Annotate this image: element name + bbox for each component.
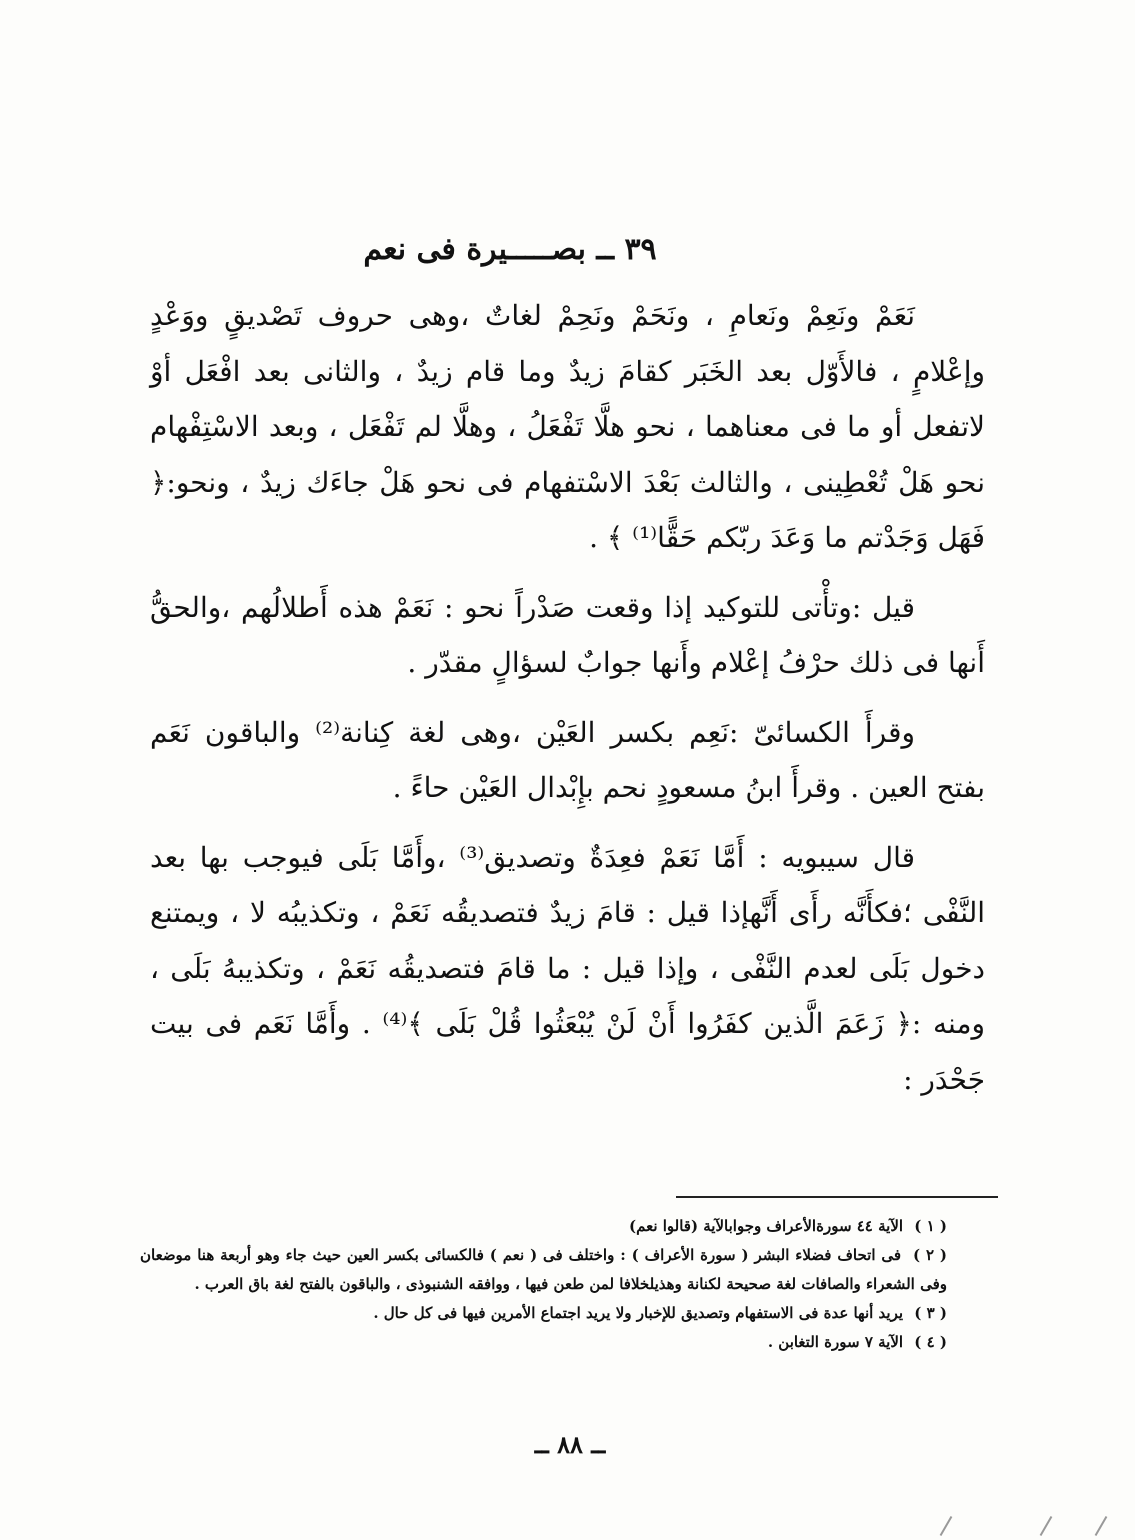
- section-heading: ٣٩ ــ بصـــــيرة فى نعم: [363, 232, 657, 267]
- footnote-number: ( ٤ ): [914, 1333, 947, 1351]
- footnote-text: الآية ٤٤ سورةالأعراف وجوابالآية (قالوا نعم): [629, 1217, 904, 1235]
- footnote-text: الآية ٧ سورة التغابن .: [767, 1333, 904, 1351]
- scan-artifact: [940, 1516, 953, 1536]
- footnote-number: ( ١ ): [914, 1217, 947, 1235]
- footnote-text: يريد أنها عدة فى الاستفهام وتصديق للإخبار ولا يريد اجتماع الأمرين فيها فى كل حال .: [373, 1304, 904, 1322]
- footnote: [140, 1328, 995, 1357]
- page-number: ــ ٨٨ ــ: [534, 1430, 606, 1459]
- paragraph: قيل :وتأْتى للتوكيد إذا وقعت صَدْراً نحو : نَعَمْ هذه أَطلالُهم ،والحقُّ أَنها فى ذلك حرْفُ إعْلام وأَنها جوابٌ لسؤالٍ مقدّر .: [150, 590, 985, 679]
- scan-artifact: [1095, 1516, 1108, 1536]
- footnote-separator: [676, 1196, 998, 1198]
- footnote: [140, 1212, 995, 1241]
- footnote: [140, 1241, 995, 1299]
- footnote: [140, 1299, 995, 1328]
- footnotes: [140, 1212, 995, 1357]
- scan-artifact: [1040, 1516, 1053, 1536]
- body-text: [150, 288, 985, 1107]
- footnote-number: ( ٣ ): [914, 1304, 947, 1322]
- footnote-number: ( ٢ ): [912, 1246, 947, 1264]
- footnote-text: فى اتحاف فضلاء البشر ( سورة الأعراف ) : واختلف فى ( نعم ) فالكسائى بكسر العين حيث جاء وهو أربعة هنا موضعان وفى الشعراء والصافات لغة صحيحة لكنانة وهذيلخلافا لمن طعن فيها ، ووافقه الشنبوذى ، والباقون بالفتح لغة باق العرب .: [140, 1246, 947, 1293]
- paragraph: قال سيبويه : أَمَّا نَعَمْ فعِدَةٌ وتصديق⁽³⁾ ،وأَمَّا بَلَى فيوجب بها بعد النَّفْى ؛فكأَنَّه رأَى أَنَّهإذا قيل : قامَ زيدٌ فتصديقُه نَعَمْ ، وتكذيبُه لا ، ويمتنع دخول بَلَى لعدم النَّفْى ، وإذا قيل : ما قامَ فتصديقُه نَعَمْ ، وتكذيبهُ بَلَى ، ومنه :﴿ زَعَمَ الَّذين كفَرُوا أَنْ لَنْ يُبْعَثُوا قُلْ بَلَى ﴾⁽⁴⁾ . وأَمَّا نَعَم فى بيت جَحْدَر :: [150, 840, 985, 1096]
- paragraph: وقرأَ الكسائىّ :نَعِم بكسر العَيْن ،وهى لغة كِنانة⁽²⁾ والباقون نَعَم بفتح العين . وقرأَ ابنُ مسعودٍ نحم بإِبْدال العَيْن حاءً .: [150, 715, 985, 804]
- paragraph: نَعَمْ ونَعِمْ ونَعامِ ، ونَحَمْ ونَحِمْ لغاتٌ ،وهى حروف تَصْديقٍ ووَعْدٍ وإعْلامٍ ، فالأَوّل بعد الخَبَر كقامَ زيدٌ وما قام زيدٌ ، والثانى بعد افْعَل أوْ لاتفعل أو ما فى معناهما ، نحو هلَّا تَفْعَلُ ، وهلَّا لم تَفْعَل ، وبعد الاسْتِفْهام نحو هَلْ تُعْطِينى ، والثالث بَعْدَ الاسْتفهام فى نحو هَلْ جاءَك زيدٌ ، ونحو:﴿ فَهَل وَجَدْتم ما وَعَدَ ربّكم حَقًّا⁽¹⁾ ﴾ .: [150, 299, 985, 554]
